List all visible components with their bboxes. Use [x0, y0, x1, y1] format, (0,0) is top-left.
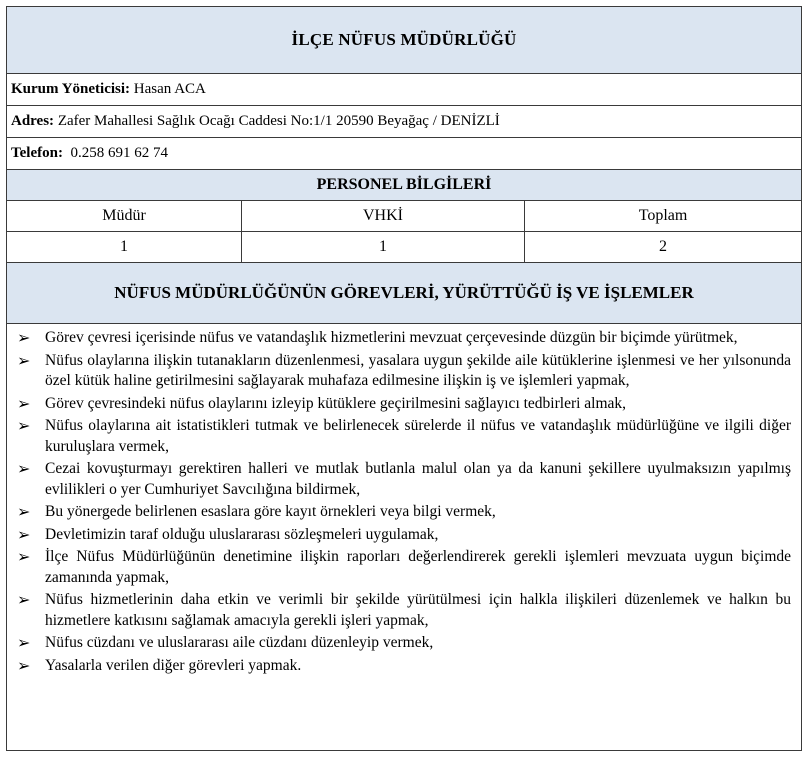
- arrow-bullet-icon: ➢: [17, 547, 31, 566]
- duties-list-row: [7, 324, 802, 751]
- arrow-bullet-icon: ➢: [17, 350, 31, 370]
- arrow-bullet-icon: ➢: [17, 459, 31, 478]
- value-vhki: 1: [242, 232, 525, 263]
- personnel-values-row: [7, 232, 802, 263]
- address-value: Zafer Mahallesi Sağlık Ocağı Caddesi No:1/1 20590 Beyağaç / DENİZLİ: [57, 113, 500, 129]
- column-header-vhki: VHKİ: [242, 201, 525, 232]
- arrow-bullet-icon: ➢: [17, 502, 31, 521]
- manager-row: [7, 74, 802, 106]
- arrow-bullet-icon: ➢: [17, 416, 31, 435]
- arrow-bullet-icon: ➢: [17, 328, 31, 347]
- list-item: ➢ Yasalarla verilen diğer görevleri yapmak.: [17, 655, 302, 675]
- value-toplam: 2: [525, 232, 802, 263]
- list-item: ➢ Nüfus olaylarına ilişkin tutanakların düzenlenmesi, yasalara uygun şekilde aile kütüklerine işlenmesi ve her yılsonunda özel kütük haline getirilmesini sağlayarak muhafaza edilmesine ilişkin iş ve işlemleri yapmak,: [17, 350, 792, 389]
- list-item: ➢ Bu yönergede belirlenen esaslara göre kayıt örnekleri veya bilgi vermek,: [17, 502, 496, 521]
- arrow-bullet-icon: ➢: [17, 633, 31, 652]
- personnel-title-row: [7, 170, 802, 201]
- column-header-toplam: Toplam: [525, 201, 802, 232]
- list-item: ➢ Nüfus olaylarına ait istatistikleri tutmak ve belirlenecek sürelerde il nüfus ve vatandaşlık müdürlüğüne ve ilgili diğer kuruluşlara vermek,: [17, 416, 792, 455]
- personnel-section-title: PERSONEL BİLGİLERİ: [7, 170, 802, 201]
- list-item: ➢ Nüfus cüzdanı ve uluslararası aile cüzdanı düzenleyip vermek,: [17, 633, 434, 652]
- address-label: Adres:: [11, 113, 55, 129]
- list-item: ➢ İlçe Nüfus Müdürlüğünün denetimine ilişkin raporları değerlendirerek gerekli işlemleri mevzuata uygun biçimde zamanında yapmak,: [17, 547, 792, 586]
- title-row: [7, 7, 802, 74]
- list-item: ➢ Nüfus hizmetlerinin daha etkin ve verimli bir şekilde yürütülmesi için halkla ilişkileri düzenlemek ve halkın bu hizmetlere katkısını sağlamak amacıyla gerekli işleri yapmak,: [17, 590, 792, 629]
- page-title: İLÇE NÜFUS MÜDÜRLÜĞÜ: [7, 7, 802, 74]
- manager-value: Hasan ACA: [133, 81, 206, 97]
- value-mudur: 1: [7, 232, 242, 263]
- personnel-header-row: [7, 201, 802, 232]
- arrow-bullet-icon: ➢: [17, 524, 31, 544]
- list-item: ➢ Görev çevresindeki nüfus olaylarını izleyip kütüklere geçirilmesini sağlayıcı tedbirleri almak,: [17, 393, 627, 413]
- arrow-bullet-icon: ➢: [17, 393, 31, 413]
- phone-value: 0.258 691 62 74: [70, 145, 168, 161]
- phone-row: [7, 138, 802, 170]
- manager-label: Kurum Yöneticisi:: [11, 81, 131, 97]
- duties-title-row: [7, 263, 802, 324]
- duties-list: [7, 324, 801, 676]
- list-item: ➢ Cezai kovuşturmayı gerektiren halleri ve mutlak butlanla malul olan ya da kanuni şekillere uyulmaksızın yapılmış evlilikleri o yer Cumhuriyet Savcılığına bildirmek,: [17, 459, 792, 498]
- arrow-bullet-icon: ➢: [17, 655, 31, 675]
- list-item: ➢ Devletimizin taraf olduğu uluslararası sözleşmeleri uygulamak,: [17, 524, 439, 544]
- address-row: [7, 106, 802, 138]
- institution-info-table: [6, 6, 802, 751]
- list-item: ➢ Görev çevresi içerisinde nüfus ve vatandaşlık hizmetlerini mevzuat çerçevesinde düzgün bir biçimde yürütmek,: [17, 328, 738, 347]
- phone-label: Telefon:: [11, 145, 63, 161]
- column-header-mudur: Müdür: [7, 201, 242, 232]
- duties-section-title: NÜFUS MÜDÜRLÜĞÜNÜN GÖREVLERİ, YÜRÜTTÜĞÜ İŞ VE İŞLEMLER: [7, 263, 802, 324]
- arrow-bullet-icon: ➢: [17, 590, 31, 609]
